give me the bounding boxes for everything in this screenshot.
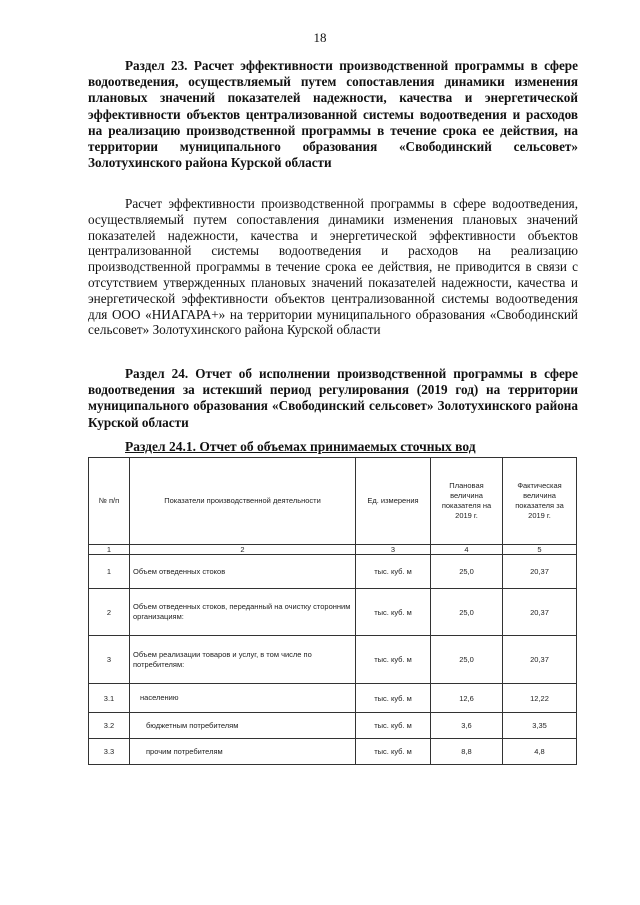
section-24-heading: Раздел 24. Отчет об исполнении производственной программы в сфере водоотведения за истекший период регулирования (2019 год) на территории муниципального образования «Свободинский сельсовет» Золотухинского района Курской области (88, 366, 578, 430)
table-row (89, 684, 577, 713)
section-23-heading: Раздел 23. Расчет эффективности производственной программы в сфере водоотведения, осуществляемый путем сопоставления динамики изменения плановых значений показателей надежности, качества и энергетической эффективности объектов централизованной системы водоотведения и расходов на реализацию производственной программы в течение срока ее действия, на территории муниципального образования «Свободинский сельсовет» Золотухинского района Курской области (88, 58, 578, 171)
column-number: 3 (356, 545, 431, 555)
table-header-row (89, 458, 577, 545)
table-row (89, 739, 577, 765)
row-fact: 4,8 (503, 739, 577, 765)
row-indicator: Объем отведенных стоков (130, 555, 356, 589)
row-fact: 12,22 (503, 684, 577, 713)
row-indicator: населению (130, 684, 356, 713)
row-indicator: Объем отведенных стоков, переданный на очистку сторонним организациям: (130, 589, 356, 636)
row-plan: 25,0 (431, 589, 503, 636)
column-number: 4 (431, 545, 503, 555)
header-plan: Плановая величина показателя на 2019 г. (431, 458, 503, 545)
row-indicator: прочим потребителям (130, 739, 356, 765)
row-unit: тыс. куб. м (356, 555, 431, 589)
row-num: 1 (89, 555, 130, 589)
table-row (89, 636, 577, 684)
table-row (89, 713, 577, 739)
row-fact: 3,35 (503, 713, 577, 739)
column-number: 2 (130, 545, 356, 555)
section-24-1-heading: Раздел 24.1. Отчет об объемах принимаемых сточных вод (125, 439, 476, 454)
row-num: 3.2 (89, 713, 130, 739)
row-fact: 20,37 (503, 555, 577, 589)
column-number: 5 (503, 545, 577, 555)
header-indicator: Показатели производственной деятельности (130, 458, 356, 545)
column-number-row (89, 545, 577, 555)
row-num: 3.1 (89, 684, 130, 713)
table-row (89, 589, 577, 636)
row-unit: тыс. куб. м (356, 739, 431, 765)
column-number: 1 (89, 545, 130, 555)
row-num: 2 (89, 589, 130, 636)
row-plan: 12,6 (431, 684, 503, 713)
row-unit: тыс. куб. м (356, 684, 431, 713)
header-num: № п/п (89, 458, 130, 545)
row-num: 3.3 (89, 739, 130, 765)
row-indicator: бюджетным потребителям (130, 713, 356, 739)
header-unit: Ед. измерения (356, 458, 431, 545)
row-unit: тыс. куб. м (356, 589, 431, 636)
row-num: 3 (89, 636, 130, 684)
row-unit: тыс. куб. м (356, 713, 431, 739)
row-fact: 20,37 (503, 636, 577, 684)
row-indicator: Объем реализации товаров и услуг, в том числе по потребителям: (130, 636, 356, 684)
section-23-paragraph: Расчет эффективности производственной программы в сфере водоотведения, осуществляемый путем сопоставления динамики изменения плановых значений показателей надежности, качества и энергетической эффективности объектов централизованной системы водоотведения и расходов на реализацию производственной программы в течение срока ее действия, не приводится в связи с отсутствием утвержденных плановых значений показателей надежности, качества и энергетической эффективности объектов централизованной системы водоотведения для ООО «НИАГАРА+» на территории муниципального образования «Свободинский сельсовет» Золотухинского района Курской области (88, 196, 578, 338)
row-plan: 25,0 (431, 636, 503, 684)
header-fact: Фактическая величина показателя за 2019 г. (503, 458, 577, 545)
table-row (89, 555, 577, 589)
row-plan: 3,6 (431, 713, 503, 739)
row-plan: 8,8 (431, 739, 503, 765)
row-plan: 25,0 (431, 555, 503, 589)
wastewater-volume-table (88, 457, 577, 765)
row-unit: тыс. куб. м (356, 636, 431, 684)
row-fact: 20,37 (503, 589, 577, 636)
page-number: 18 (313, 30, 327, 45)
